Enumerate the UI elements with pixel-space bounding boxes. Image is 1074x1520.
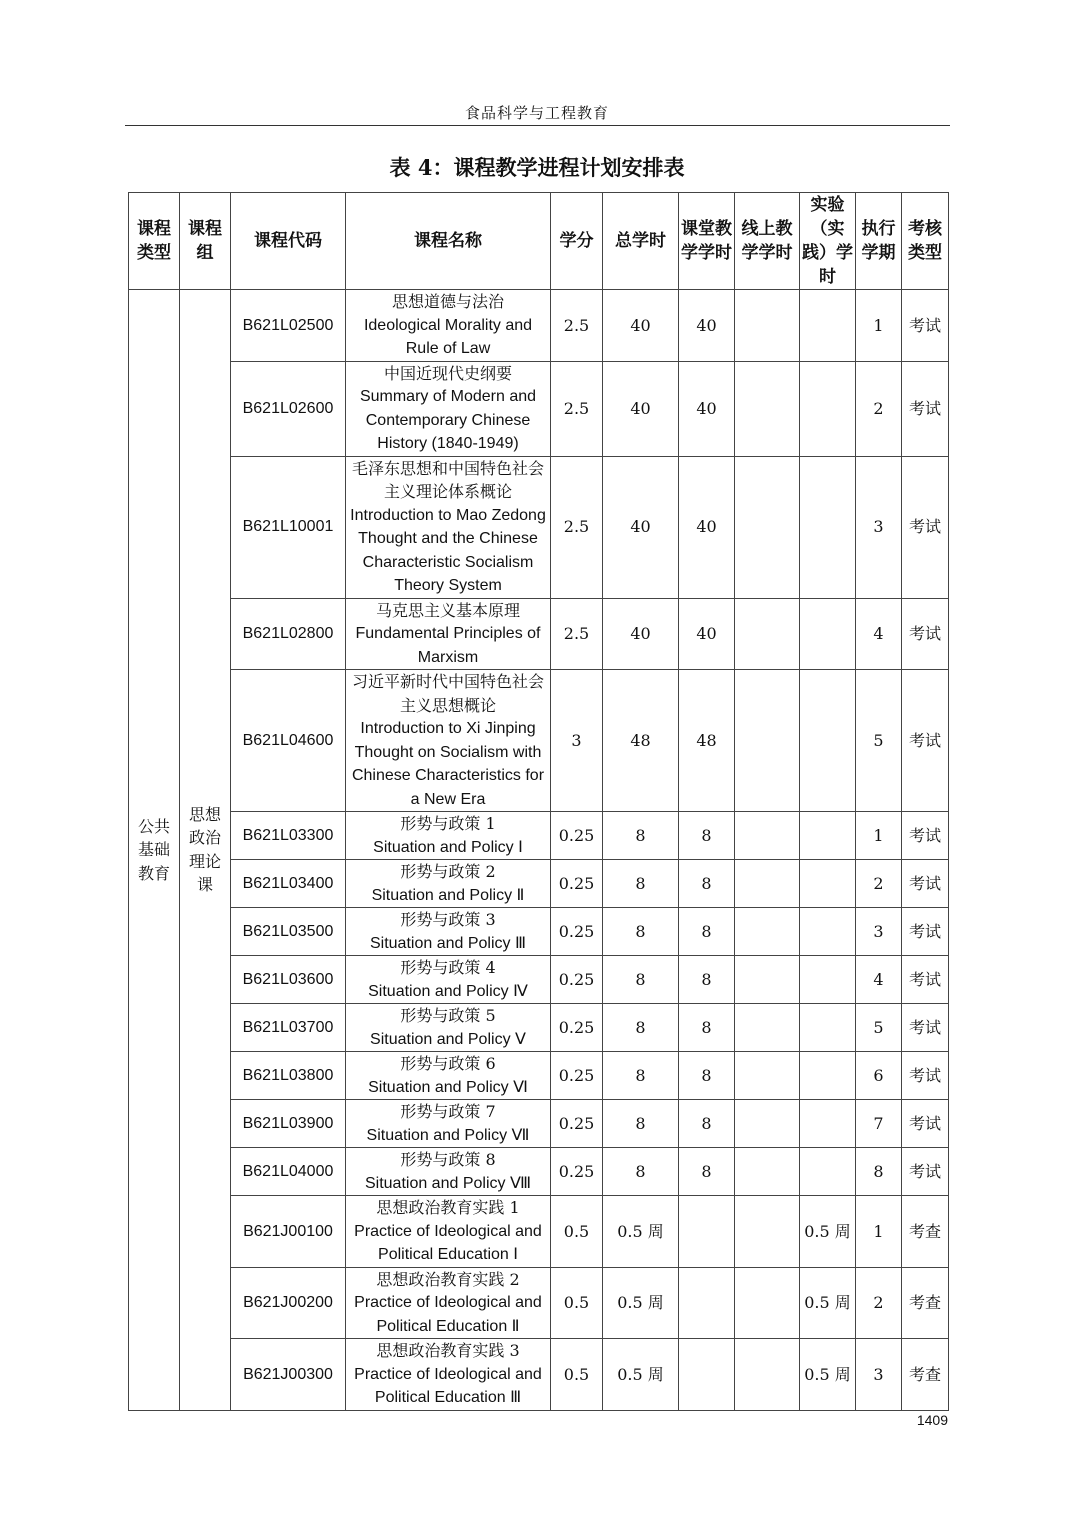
- total-hours: 8: [603, 812, 679, 860]
- practice-hours: [800, 670, 856, 812]
- assessment-type: 考试: [902, 1100, 949, 1148]
- running-header: 食品科学与工程教育: [464, 104, 609, 122]
- assessment-type: 考试: [902, 1052, 949, 1100]
- course-name-cn: 马克思主义基本原理: [375, 600, 520, 620]
- course-code: B621L03500: [231, 908, 346, 956]
- course-name-cn: 形势与政策 2: [400, 862, 496, 881]
- course-name-cell: [346, 1004, 551, 1052]
- column-header: 总学时: [603, 193, 679, 290]
- practice-hours: [800, 1100, 856, 1148]
- online-hours: [735, 1339, 800, 1411]
- course-name-cell: [346, 456, 551, 598]
- table-row: [129, 1267, 949, 1339]
- credit: 2.5: [551, 361, 603, 456]
- semester: 1: [856, 290, 902, 362]
- assessment-type: 考试: [902, 1004, 949, 1052]
- total-hours: 8: [603, 1148, 679, 1196]
- course-name-en: Practice of Ideological and Political Education Ⅱ: [354, 1294, 542, 1335]
- table-row: [129, 956, 949, 1004]
- course-name-en: Practice of Ideological and Political Education Ⅰ: [354, 1222, 542, 1263]
- online-hours: [735, 1196, 800, 1268]
- table-row: [129, 1148, 949, 1196]
- course-name-cell: [346, 1267, 551, 1339]
- semester: 7: [856, 1100, 902, 1148]
- semester: 1: [856, 812, 902, 860]
- classroom-hours: 8: [679, 908, 735, 956]
- semester: 1: [856, 1196, 902, 1268]
- practice-hours: [800, 1148, 856, 1196]
- total-hours: 8: [603, 1004, 679, 1052]
- course-name-cn: 形势与政策 8: [400, 1150, 496, 1169]
- table-row: [129, 290, 949, 362]
- course-name-cell: [346, 1148, 551, 1196]
- column-header: 课程名称: [346, 193, 551, 290]
- table-row: [129, 456, 949, 598]
- column-header: 考核类型: [902, 193, 949, 290]
- course-name-cell: [346, 598, 551, 670]
- course-name-en: Ideological Morality and Rule of Law: [363, 316, 533, 357]
- semester: 5: [856, 670, 902, 812]
- course-name-en: Situation and Policy Ⅷ: [364, 1174, 532, 1192]
- semester: 2: [856, 1267, 902, 1339]
- credit: 0.25: [551, 860, 603, 908]
- classroom-hours: 48: [679, 670, 735, 812]
- course-code: B621L04600: [231, 670, 346, 812]
- course-name-en: Situation and Policy Ⅶ: [366, 1126, 530, 1144]
- table-row: [129, 361, 949, 456]
- course-name-en: Situation and Policy Ⅳ: [368, 982, 528, 1000]
- online-hours: [735, 1100, 800, 1148]
- course-name-cn: 形势与政策 4: [400, 958, 496, 977]
- credit: 3: [551, 670, 603, 812]
- online-hours: [735, 812, 800, 860]
- assessment-type: 考试: [902, 812, 949, 860]
- column-header: 执行学期: [856, 193, 902, 290]
- practice-hours: [800, 908, 856, 956]
- course-name-cell: [346, 670, 551, 812]
- course-code: B621L03400: [231, 860, 346, 908]
- online-hours: [735, 670, 800, 812]
- credit: 0.25: [551, 956, 603, 1004]
- course-code: B621J00100: [231, 1196, 346, 1268]
- total-hours: 40: [603, 456, 679, 598]
- semester: 5: [856, 1004, 902, 1052]
- assessment-type: 考试: [902, 1148, 949, 1196]
- online-hours: [735, 1052, 800, 1100]
- course-name-en: Situation and Policy Ⅲ: [369, 934, 526, 952]
- classroom-hours: 8: [679, 812, 735, 860]
- credit: 0.25: [551, 1100, 603, 1148]
- course-name-cn: 思想政治教育实践 2: [376, 1269, 520, 1289]
- course-name-cell: [346, 1052, 551, 1100]
- course-code: B621L03800: [231, 1052, 346, 1100]
- classroom-hours: [679, 1267, 735, 1339]
- header-row: [129, 193, 949, 290]
- assessment-type: 考试: [902, 956, 949, 1004]
- classroom-hours: 40: [679, 361, 735, 456]
- assessment-type: 考试: [902, 456, 949, 598]
- table-row: [129, 1052, 949, 1100]
- practice-hours: [800, 598, 856, 670]
- practice-hours: [800, 812, 856, 860]
- assessment-type: 考查: [902, 1267, 949, 1339]
- credit: 0.25: [551, 1148, 603, 1196]
- course-name-en: Situation and Policy Ⅴ: [370, 1030, 526, 1048]
- credit: 2.5: [551, 598, 603, 670]
- assessment-type: 考查: [902, 1196, 949, 1268]
- credit: 2.5: [551, 456, 603, 598]
- column-header: 课程组: [180, 193, 231, 290]
- total-hours: 0.5 周: [603, 1196, 679, 1268]
- table-row: [129, 860, 949, 908]
- course-name-cn: 思想政治教育实践 3: [376, 1341, 520, 1360]
- online-hours: [735, 361, 800, 456]
- semester: 2: [856, 860, 902, 908]
- course-name-cell: [346, 956, 551, 1004]
- assessment-type: 考试: [902, 908, 949, 956]
- course-name-en: Situation and Policy Ⅵ: [368, 1078, 528, 1096]
- practice-hours: [800, 1004, 856, 1052]
- course-code: B621L03700: [231, 1004, 346, 1052]
- course-type-cell: 公共基础教育: [129, 290, 180, 1411]
- classroom-hours: 40: [679, 598, 735, 670]
- online-hours: [735, 598, 800, 670]
- table-row: [129, 1004, 949, 1052]
- total-hours: 8: [603, 860, 679, 908]
- course-name-cn: 习近平新时代中国特色社会主义思想概论: [351, 672, 544, 715]
- practice-hours: [800, 290, 856, 362]
- course-name-en: Introduction to Xi Jinping Thought on Socialism with Chinese Characteristics for a New Era: [351, 720, 545, 808]
- total-hours: 48: [603, 670, 679, 812]
- course-name-cell: [346, 908, 551, 956]
- online-hours: [735, 1004, 800, 1052]
- course-code: B621L10001: [231, 456, 346, 598]
- practice-hours: [800, 956, 856, 1004]
- assessment-type: 考试: [902, 860, 949, 908]
- course-name-cell: [346, 290, 551, 362]
- credit: 0.25: [551, 908, 603, 956]
- course-code: B621L02500: [231, 290, 346, 362]
- course-name-en: Practice of Ideological and Political Education Ⅲ: [354, 1365, 542, 1406]
- table-row: [129, 598, 949, 670]
- column-header: 课程类型: [129, 193, 180, 290]
- course-code: B621L02600: [231, 361, 346, 456]
- classroom-hours: 8: [679, 1004, 735, 1052]
- course-name-cn: 思想道德与法治: [391, 292, 504, 311]
- semester: 2: [856, 361, 902, 456]
- practice-hours: 0.5 周: [800, 1339, 856, 1411]
- credit: 0.5: [551, 1267, 603, 1339]
- course-code: B621L04000: [231, 1148, 346, 1196]
- course-code: B621L03300: [231, 812, 346, 860]
- online-hours: [735, 290, 800, 362]
- table-row: [129, 1100, 949, 1148]
- assessment-type: 考查: [902, 1339, 949, 1411]
- course-name-cn: 形势与政策 5: [400, 1006, 496, 1025]
- total-hours: 40: [603, 290, 679, 362]
- practice-hours: [800, 860, 856, 908]
- classroom-hours: 8: [679, 1148, 735, 1196]
- column-header: 课程代码: [231, 193, 346, 290]
- course-group-cell: 思想政治理论课: [180, 290, 231, 1411]
- practice-hours: [800, 361, 856, 456]
- course-name-en: Summary of Modern and Contemporary Chinese History (1840-1949): [359, 388, 537, 452]
- credit: 0.25: [551, 1004, 603, 1052]
- practice-hours: 0.5 周: [800, 1267, 856, 1339]
- practice-hours: [800, 456, 856, 598]
- course-name-cn: 毛泽东思想和中国特色社会主义理论体系概论: [351, 458, 544, 501]
- course-name-en: Situation and Policy Ⅱ: [371, 886, 525, 904]
- classroom-hours: [679, 1196, 735, 1268]
- online-hours: [735, 908, 800, 956]
- total-hours: 40: [603, 361, 679, 456]
- classroom-hours: 8: [679, 1052, 735, 1100]
- course-name-cn: 形势与政策 6: [400, 1054, 496, 1073]
- total-hours: 8: [603, 956, 679, 1004]
- course-name-cn: 形势与政策 7: [400, 1102, 496, 1121]
- course-name-en: Fundamental Principles of Marxism: [355, 625, 541, 666]
- course-name-cn: 形势与政策 3: [400, 910, 496, 929]
- table-row: [129, 1196, 949, 1268]
- course-name-cell: [346, 1339, 551, 1411]
- course-code: B621L03600: [231, 956, 346, 1004]
- credit: 0.25: [551, 812, 603, 860]
- course-name-en: Introduction to Mao Zedong Thought and the Chinese Characteristic Socialism Theory System: [350, 506, 546, 594]
- credit: 0.25: [551, 1052, 603, 1100]
- course-name-en: Situation and Policy Ⅰ: [373, 838, 523, 856]
- table-row: [129, 812, 949, 860]
- column-header: 实验（实践）学时: [800, 193, 856, 290]
- header-rule: [125, 125, 950, 126]
- credit: 0.5: [551, 1196, 603, 1268]
- course-name-cn: 形势与政策 1: [400, 814, 496, 833]
- assessment-type: 考试: [902, 670, 949, 812]
- online-hours: [735, 1267, 800, 1339]
- course-name-cell: [346, 361, 551, 456]
- course-name-cn: 思想政治教育实践 1: [376, 1198, 520, 1217]
- online-hours: [735, 456, 800, 598]
- credit: 0.5: [551, 1339, 603, 1411]
- classroom-hours: 8: [679, 1100, 735, 1148]
- course-code: B621J00200: [231, 1267, 346, 1339]
- course-code: B621L02800: [231, 598, 346, 670]
- classroom-hours: [679, 1339, 735, 1411]
- online-hours: [735, 860, 800, 908]
- total-hours: 8: [603, 1100, 679, 1148]
- total-hours: 0.5 周: [603, 1267, 679, 1339]
- column-header: 学分: [551, 193, 603, 290]
- online-hours: [735, 1148, 800, 1196]
- classroom-hours: 8: [679, 956, 735, 1004]
- assessment-type: 考试: [902, 361, 949, 456]
- course-name-cell: [346, 1100, 551, 1148]
- course-name-cell: [346, 1196, 551, 1268]
- table-row: [129, 908, 949, 956]
- course-code: B621J00300: [231, 1339, 346, 1411]
- practice-hours: 0.5 周: [800, 1196, 856, 1268]
- semester: 3: [856, 1339, 902, 1411]
- semester: 3: [856, 908, 902, 956]
- credit: 2.5: [551, 290, 603, 362]
- course-code: B621L03900: [231, 1100, 346, 1148]
- semester: 6: [856, 1052, 902, 1100]
- semester: 4: [856, 956, 902, 1004]
- total-hours: 8: [603, 1052, 679, 1100]
- assessment-type: 考试: [902, 290, 949, 362]
- table-row: [129, 1339, 949, 1411]
- classroom-hours: 40: [679, 456, 735, 598]
- semester: 8: [856, 1148, 902, 1196]
- course-name-cell: [346, 812, 551, 860]
- table-title: 表 4：课程教学进程计划安排表: [389, 155, 685, 180]
- course-plan-table: [128, 192, 949, 1411]
- classroom-hours: 40: [679, 290, 735, 362]
- table-row: [129, 670, 949, 812]
- total-hours: 0.5 周: [603, 1339, 679, 1411]
- online-hours: [735, 956, 800, 1004]
- classroom-hours: 8: [679, 860, 735, 908]
- course-name-cell: [346, 860, 551, 908]
- semester: 3: [856, 456, 902, 598]
- practice-hours: [800, 1052, 856, 1100]
- semester: 4: [856, 598, 902, 670]
- page-number: 1409: [916, 1412, 948, 1428]
- total-hours: 8: [603, 908, 679, 956]
- total-hours: 40: [603, 598, 679, 670]
- course-name-cn: 中国近现代史纲要: [383, 363, 512, 383]
- column-header: 课堂教学学时: [679, 193, 735, 290]
- column-header: 线上教学学时: [735, 193, 800, 290]
- assessment-type: 考试: [902, 598, 949, 670]
